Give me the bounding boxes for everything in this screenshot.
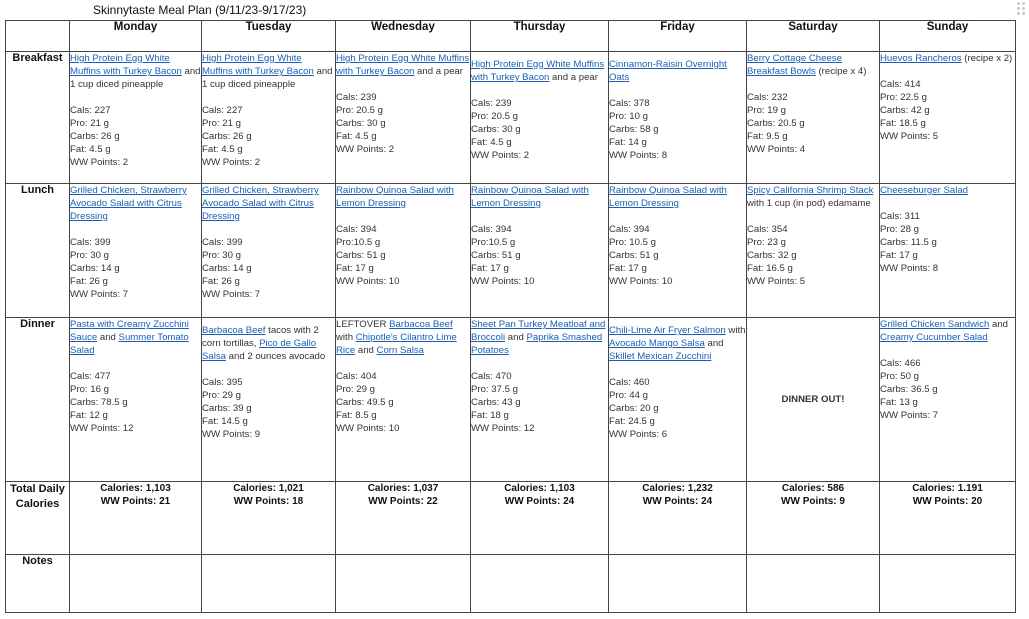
total-calories: Calories: 1.191 bbox=[912, 483, 983, 494]
notes-cell-saturday[interactable] bbox=[747, 555, 880, 613]
recipe-link[interactable]: Skillet Mexican Zucchini bbox=[609, 351, 712, 362]
day-header-monday: Monday bbox=[70, 21, 202, 52]
dish-description bbox=[336, 184, 470, 210]
nutrition-line: Pro: 44 g bbox=[609, 390, 648, 401]
nutrition-line: Fat: 17 g bbox=[336, 263, 374, 274]
notes-cell-monday[interactable] bbox=[70, 555, 202, 613]
total-cell-tuesday bbox=[202, 482, 336, 555]
nutrition-line: Cals: 354 bbox=[747, 224, 788, 235]
recipe-link[interactable]: Pico de Gallo Salsa bbox=[202, 338, 317, 362]
nutrition-line: WW Points: 8 bbox=[609, 150, 668, 161]
nutrition-line: WW Points: 7 bbox=[880, 410, 939, 421]
dish-description bbox=[609, 184, 746, 210]
recipe-link[interactable]: Creamy Cucumber Salad bbox=[880, 332, 988, 343]
nutrition-line: Cals: 404 bbox=[336, 371, 377, 382]
dish-text: and 1 cup diced pineapple bbox=[202, 66, 333, 90]
dish-text: and bbox=[355, 345, 377, 356]
dinner-cell-thursday bbox=[471, 318, 609, 482]
dish-description bbox=[202, 52, 335, 91]
notes-cell-friday[interactable] bbox=[609, 555, 747, 613]
nutrition-line: Carbs: 39 g bbox=[202, 403, 252, 414]
nutrition-line: Cals: 414 bbox=[880, 79, 921, 90]
nutrition-line: WW Points: 2 bbox=[70, 157, 129, 168]
nutrition-line: Pro:10.5 g bbox=[471, 237, 516, 248]
nutrition-line: Pro: 30 g bbox=[70, 250, 109, 261]
recipe-link[interactable]: Chipotle's Cilantro Lime Rice bbox=[336, 332, 457, 356]
total-ww-points: WW Points: 22 bbox=[368, 496, 438, 507]
nutrition-line: Cals: 227 bbox=[70, 105, 111, 116]
dish-text: and bbox=[704, 338, 724, 349]
nutrition-line: Fat: 17 g bbox=[609, 263, 647, 274]
nutrition-line: WW Points: 2 bbox=[202, 157, 261, 168]
nutrition-line: Pro: 29 g bbox=[336, 384, 375, 395]
nutrition-line: Cals: 227 bbox=[202, 105, 243, 116]
dish-text: (recipe x 4) bbox=[815, 66, 867, 77]
meal-plan-table bbox=[5, 20, 1016, 613]
nutrition-line: Cals: 232 bbox=[747, 92, 788, 103]
breakfast-row bbox=[6, 52, 1016, 184]
nutrition-line: Cals: 394 bbox=[471, 224, 512, 235]
dinner-row bbox=[6, 318, 1016, 482]
total-calories: Calories: 1,103 bbox=[100, 483, 171, 494]
nutrition-line: Carbs: 51 g bbox=[609, 250, 659, 261]
nutrition-line: Cals: 239 bbox=[471, 98, 512, 109]
nutrition-line: WW Points: 10 bbox=[336, 276, 400, 287]
dish-text: and 2 ounces avocado bbox=[226, 351, 326, 362]
total-calories: Calories: 1,037 bbox=[367, 483, 439, 494]
nutrition-line: Pro:10.5 g bbox=[336, 237, 381, 248]
nutrition-list bbox=[202, 236, 335, 301]
nutrition-line: Fat: 4.5 g bbox=[70, 144, 111, 155]
breakfast-cell-thursday bbox=[471, 52, 609, 184]
nutrition-line: Fat: 12 g bbox=[70, 410, 108, 421]
nutrition-line: Fat: 4.5 g bbox=[202, 144, 243, 155]
nutrition-line: WW Points: 7 bbox=[202, 289, 261, 300]
lunch-cell-sunday bbox=[880, 184, 1016, 318]
total-calories: Calories: 1,103 bbox=[504, 483, 575, 494]
dish-text: (recipe x 2) bbox=[961, 53, 1013, 64]
nutrition-line: Pro: 29 g bbox=[202, 390, 241, 401]
notes-cell-sunday[interactable] bbox=[880, 555, 1016, 613]
nutrition-line: WW Points: 8 bbox=[880, 263, 939, 274]
recipe-link[interactable]: Spicy California Shrimp Stack bbox=[747, 185, 874, 196]
nutrition-line: Fat: 17 g bbox=[471, 263, 509, 274]
nutrition-list bbox=[202, 104, 335, 169]
total-calories: Calories: 1,021 bbox=[233, 483, 304, 494]
corner-cell bbox=[6, 21, 70, 52]
total-cell-thursday bbox=[471, 482, 609, 555]
day-header-tuesday: Tuesday bbox=[202, 21, 336, 52]
nutrition-line: Cals: 378 bbox=[609, 98, 650, 109]
nutrition-line: Carbs: 26 g bbox=[202, 131, 252, 142]
nutrition-line: Carbs: 43 g bbox=[471, 397, 521, 408]
dish-text: with bbox=[336, 332, 356, 343]
lunch-cell-wednesday bbox=[336, 184, 471, 318]
dish-description bbox=[747, 52, 879, 78]
recipe-link[interactable]: High Protein Egg White Muffins with Turkey Bacon bbox=[202, 53, 314, 77]
nutrition-line: WW Points: 9 bbox=[202, 429, 261, 440]
dish-text: tacos with 2 corn tortillas, bbox=[202, 325, 319, 349]
lunch-cell-monday bbox=[70, 184, 202, 318]
dish-text: and bbox=[97, 332, 119, 343]
nutrition-line: Carbs: 14 g bbox=[70, 263, 120, 274]
lunch-cell-saturday bbox=[747, 184, 880, 318]
recipe-link[interactable]: High Protein Egg White Muffins with Turkey Bacon bbox=[336, 53, 470, 77]
nutrition-line: Fat: 17 g bbox=[880, 250, 918, 261]
nutrition-line: WW Points: 4 bbox=[747, 144, 806, 155]
recipe-link[interactable]: Grilled Chicken Sandwich bbox=[880, 319, 990, 330]
lunch-cell-friday bbox=[609, 184, 747, 318]
dish-description bbox=[471, 184, 608, 210]
nutrition-line: Cals: 395 bbox=[202, 377, 243, 388]
nutrition-line: WW Points: 5 bbox=[880, 131, 939, 142]
dinner-cell-saturday bbox=[747, 318, 880, 482]
row-label-notes: Notes bbox=[6, 555, 70, 613]
nutrition-list bbox=[880, 78, 1015, 143]
nutrition-line: Cals: 477 bbox=[70, 371, 111, 382]
recipe-link[interactable]: Barbacoa Beef bbox=[202, 325, 266, 336]
nutrition-list bbox=[471, 370, 608, 435]
row-label-total: Total Daily Calories bbox=[6, 482, 70, 555]
nutrition-line: Pro: 50 g bbox=[880, 371, 919, 382]
nutrition-list bbox=[336, 370, 470, 435]
dish-text: with bbox=[725, 325, 746, 336]
total-calories: Calories: 586 bbox=[781, 483, 845, 494]
nutrition-line: Carbs: 51 g bbox=[471, 250, 521, 261]
nutrition-line: Fat: 18 g bbox=[471, 410, 509, 421]
nutrition-line: Cals: 470 bbox=[471, 371, 512, 382]
recipe-link[interactable]: Sheet Pan Turkey Meatloaf and Broccoli bbox=[471, 319, 606, 343]
row-label-lunch: Lunch bbox=[6, 184, 70, 318]
recipe-link[interactable]: High Protein Egg White Muffins with Turkey Bacon bbox=[471, 59, 605, 83]
dish-text: and 1 cup diced pineapple bbox=[70, 66, 201, 90]
day-header-friday: Friday bbox=[609, 21, 747, 52]
day-header-sunday: Sunday bbox=[880, 21, 1016, 52]
nutrition-line: Fat: 9.5 g bbox=[747, 131, 788, 142]
dish-text: and bbox=[505, 332, 527, 343]
nutrition-list bbox=[609, 223, 746, 288]
drag-handle-icon[interactable] bbox=[1017, 2, 1027, 14]
recipe-link[interactable]: High Protein Egg White Muffins with Turkey Bacon bbox=[70, 53, 182, 77]
recipe-link[interactable]: Summer Tomato Salad bbox=[70, 332, 189, 356]
nutrition-line: Carbs: 26 g bbox=[70, 131, 120, 142]
dish-description bbox=[70, 318, 201, 357]
total-ww-points: WW Points: 20 bbox=[912, 496, 983, 507]
nutrition-line: Fat: 16.5 g bbox=[747, 263, 793, 274]
lunch-cell-thursday bbox=[471, 184, 609, 318]
nutrition-line: Fat: 14.5 g bbox=[202, 416, 248, 427]
dinner-cell-wednesday bbox=[336, 318, 471, 482]
recipe-link[interactable]: Pasta with Creamy Zucchini Sauce bbox=[70, 319, 189, 343]
dish-description bbox=[70, 52, 201, 91]
breakfast-cell-friday bbox=[609, 52, 747, 184]
total-ww-points: WW Points: 21 bbox=[100, 496, 171, 507]
nutrition-line: Fat: 26 g bbox=[202, 276, 240, 287]
dish-description bbox=[609, 324, 746, 363]
nutrition-line: Fat: 26 g bbox=[70, 276, 108, 287]
nutrition-line: Carbs: 20 g bbox=[609, 403, 659, 414]
nutrition-line: Carbs: 14 g bbox=[202, 263, 252, 274]
recipe-link[interactable]: Paprika Smashed Potatoes bbox=[471, 332, 603, 356]
row-label-dinner: Dinner bbox=[6, 318, 70, 482]
total-calories: Calories: 1,232 bbox=[642, 483, 713, 494]
nutrition-line: WW Points: 7 bbox=[70, 289, 129, 300]
nutrition-list bbox=[609, 376, 746, 441]
nutrition-line: Carbs: 51 g bbox=[336, 250, 386, 261]
nutrition-line: Carbs: 11.5 g bbox=[880, 237, 937, 248]
row-label-breakfast: Breakfast bbox=[6, 52, 70, 184]
nutrition-line: Fat: 24.5 g bbox=[609, 416, 655, 427]
recipe-link[interactable]: Huevos Rancheros bbox=[880, 53, 962, 64]
total-cell-monday bbox=[70, 482, 202, 555]
day-header-saturday: Saturday bbox=[747, 21, 880, 52]
recipe-link[interactable]: Avocado Mango Salsa bbox=[609, 338, 705, 349]
nutrition-line: Cals: 399 bbox=[202, 237, 243, 248]
recipe-link[interactable]: Grilled Chicken, Strawberry Avocado Salad with Citrus Dressing bbox=[70, 185, 187, 222]
dinner-cell-sunday bbox=[880, 318, 1016, 482]
nutrition-line: Pro: 10 g bbox=[609, 111, 648, 122]
nutrition-list bbox=[70, 370, 201, 435]
lunch-row bbox=[6, 184, 1016, 318]
nutrition-line: Cals: 394 bbox=[336, 224, 377, 235]
nutrition-line: Carbs: 49.5 g bbox=[336, 397, 394, 408]
nutrition-line: WW Points: 12 bbox=[471, 423, 535, 434]
nutrition-line: Pro: 23 g bbox=[747, 237, 786, 248]
recipe-link[interactable]: Barbacoa Beef bbox=[389, 319, 453, 330]
dish-text: with 1 cup (in pod) edamame bbox=[747, 198, 871, 209]
nutrition-line: Cals: 239 bbox=[336, 92, 377, 103]
dish-description bbox=[880, 52, 1015, 65]
nutrition-list bbox=[70, 104, 201, 169]
nutrition-list bbox=[609, 97, 746, 162]
dish-description bbox=[202, 184, 335, 223]
nutrition-line: Cals: 399 bbox=[70, 237, 111, 248]
recipe-link[interactable]: Rainbow Quinoa Salad with Lemon Dressing bbox=[336, 185, 454, 209]
recipe-link[interactable]: Chili-Lime Air Fryer Salmon bbox=[609, 325, 726, 336]
notes-row bbox=[6, 555, 1016, 613]
page-title: Skinnytaste Meal Plan (9/11/23-9/17/23) bbox=[93, 3, 307, 17]
nutrition-list bbox=[747, 91, 879, 156]
dish-description bbox=[609, 58, 746, 84]
total-cell-friday bbox=[609, 482, 747, 555]
total-ww-points: WW Points: 18 bbox=[233, 496, 304, 507]
nutrition-line: Cals: 466 bbox=[880, 358, 921, 369]
nutrition-list bbox=[471, 223, 608, 288]
nutrition-list bbox=[202, 376, 335, 441]
nutrition-list bbox=[70, 236, 201, 301]
nutrition-line: Fat: 14 g bbox=[609, 137, 647, 148]
nutrition-line: Pro: 16 g bbox=[70, 384, 109, 395]
recipe-link[interactable]: Cinnamon-Raisin Overnight Oats bbox=[609, 59, 727, 83]
recipe-link[interactable]: Grilled Chicken, Strawberry Avocado Salad with Citrus Dressing bbox=[202, 185, 319, 222]
dinner-out-label: DINNER OUT! bbox=[781, 394, 845, 405]
header-row bbox=[6, 21, 1016, 52]
breakfast-cell-sunday bbox=[880, 52, 1016, 184]
nutrition-line: WW Points: 5 bbox=[747, 276, 806, 287]
recipe-link[interactable]: Berry Cottage Cheese Breakfast Bowls bbox=[747, 53, 842, 77]
nutrition-line: Fat: 4.5 g bbox=[336, 131, 377, 142]
nutrition-list bbox=[336, 91, 470, 156]
dish-description bbox=[471, 318, 608, 357]
total-cell-saturday bbox=[747, 482, 880, 555]
nutrition-line: WW Points: 2 bbox=[471, 150, 530, 161]
nutrition-line: WW Points: 10 bbox=[471, 276, 535, 287]
dish-text: and bbox=[989, 319, 1008, 330]
dinner-cell-tuesday bbox=[202, 318, 336, 482]
nutrition-line: Pro: 19 g bbox=[747, 105, 786, 116]
total-cell-sunday bbox=[880, 482, 1016, 555]
day-header-wednesday: Wednesday bbox=[336, 21, 471, 52]
dish-description bbox=[70, 184, 201, 223]
nutrition-line: Fat: 13 g bbox=[880, 397, 918, 408]
nutrition-line: Carbs: 32 g bbox=[747, 250, 797, 261]
nutrition-line: Pro: 37.5 g bbox=[471, 384, 518, 395]
nutrition-line: Cals: 311 bbox=[880, 211, 920, 222]
nutrition-line: Pro: 28 g bbox=[880, 224, 919, 235]
nutrition-list bbox=[880, 357, 1015, 422]
nutrition-list bbox=[880, 210, 1015, 275]
notes-cell-wednesday[interactable] bbox=[336, 555, 471, 613]
nutrition-line: Carbs: 20.5 g bbox=[747, 118, 805, 129]
nutrition-line: Carbs: 78.5 g bbox=[70, 397, 128, 408]
nutrition-line: Pro: 10.5 g bbox=[609, 237, 656, 248]
nutrition-line: Pro: 30 g bbox=[202, 250, 241, 261]
recipe-link[interactable]: Corn Salsa bbox=[376, 345, 425, 356]
dish-text: LEFTOVER bbox=[336, 319, 390, 330]
total-row bbox=[6, 482, 1016, 555]
nutrition-line: Carbs: 30 g bbox=[336, 118, 386, 129]
nutrition-line: Pro: 21 g bbox=[202, 118, 241, 129]
recipe-link[interactable]: Cheeseburger Salad bbox=[880, 185, 969, 196]
dish-description bbox=[336, 318, 470, 357]
nutrition-line: Fat: 8.5 g bbox=[336, 410, 377, 421]
nutrition-line: Carbs: 36.5 g bbox=[880, 384, 938, 395]
dish-description bbox=[747, 184, 879, 210]
nutrition-line: WW Points: 2 bbox=[336, 144, 395, 155]
nutrition-line: Pro: 20.5 g bbox=[336, 105, 383, 116]
nutrition-list bbox=[336, 223, 470, 288]
total-ww-points: WW Points: 24 bbox=[504, 496, 575, 507]
breakfast-cell-wednesday bbox=[336, 52, 471, 184]
nutrition-line: Carbs: 58 g bbox=[609, 124, 659, 135]
dinner-cell-friday bbox=[609, 318, 747, 482]
dish-description bbox=[471, 58, 608, 84]
nutrition-list bbox=[747, 223, 879, 288]
nutrition-list bbox=[471, 97, 608, 162]
nutrition-line: WW Points: 6 bbox=[609, 429, 668, 440]
dish-description bbox=[880, 184, 1015, 197]
lunch-cell-tuesday bbox=[202, 184, 336, 318]
total-cell-wednesday bbox=[336, 482, 471, 555]
nutrition-line: Cals: 460 bbox=[609, 377, 650, 388]
notes-cell-thursday[interactable] bbox=[471, 555, 609, 613]
nutrition-line: WW Points: 10 bbox=[609, 276, 673, 287]
dish-description bbox=[880, 318, 1015, 344]
dinner-cell-monday bbox=[70, 318, 202, 482]
nutrition-line: WW Points: 10 bbox=[336, 423, 400, 434]
nutrition-line: WW Points: 12 bbox=[70, 423, 134, 434]
day-header-thursday: Thursday bbox=[471, 21, 609, 52]
total-ww-points: WW Points: 24 bbox=[642, 496, 713, 507]
nutrition-line: Cals: 394 bbox=[609, 224, 650, 235]
dish-description bbox=[202, 324, 335, 363]
dish-description bbox=[336, 52, 470, 78]
nutrition-line: Pro: 22.5 g bbox=[880, 92, 927, 103]
nutrition-line: Pro: 20.5 g bbox=[471, 111, 518, 122]
notes-cell-tuesday[interactable] bbox=[202, 555, 336, 613]
nutrition-line: Fat: 18.5 g bbox=[880, 118, 926, 129]
nutrition-line: Fat: 4.5 g bbox=[471, 137, 512, 148]
recipe-link[interactable]: Rainbow Quinoa Salad with Lemon Dressing bbox=[609, 185, 727, 209]
nutrition-line: Carbs: 30 g bbox=[471, 124, 521, 135]
breakfast-cell-tuesday bbox=[202, 52, 336, 184]
dish-text: and a pear bbox=[414, 66, 463, 77]
dish-text: and a pear bbox=[549, 72, 598, 83]
recipe-link[interactable]: Rainbow Quinoa Salad with Lemon Dressing bbox=[471, 185, 589, 209]
total-ww-points: WW Points: 9 bbox=[781, 496, 845, 507]
nutrition-line: Carbs: 42 g bbox=[880, 105, 930, 116]
breakfast-cell-monday bbox=[70, 52, 202, 184]
breakfast-cell-saturday bbox=[747, 52, 880, 184]
nutrition-line: Pro: 21 g bbox=[70, 118, 109, 129]
